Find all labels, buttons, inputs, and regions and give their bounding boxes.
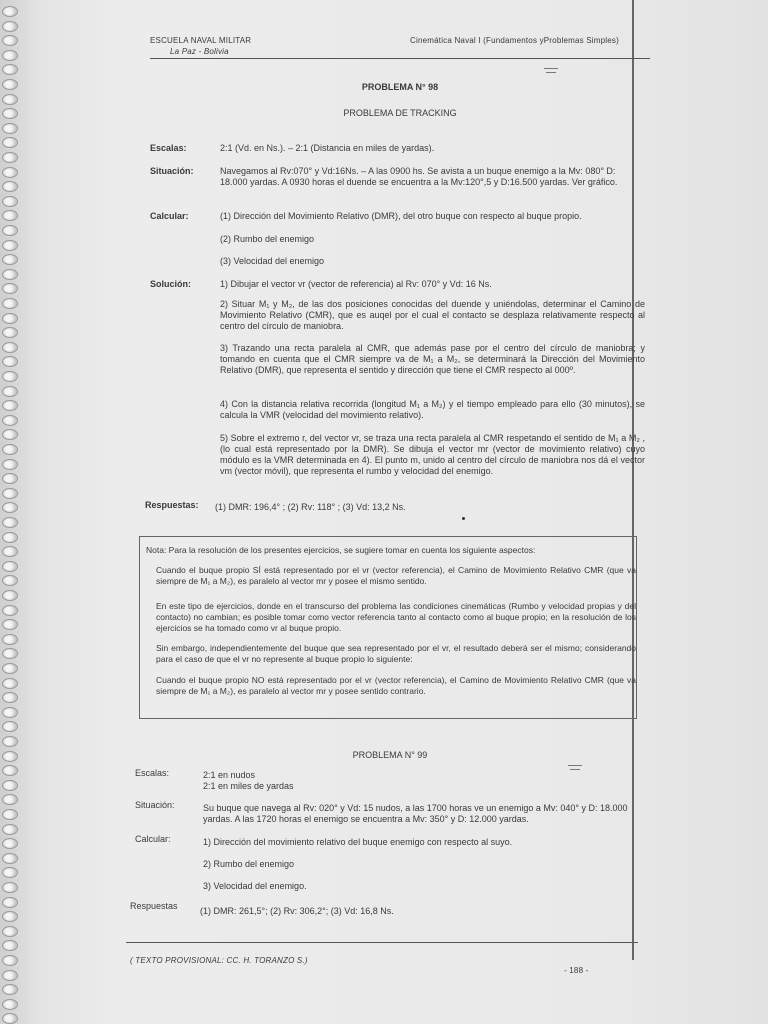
spiral-ring [2,897,18,908]
spiral-ring [2,648,18,659]
spiral-ring [2,240,18,251]
spiral-ring [2,123,18,134]
stray-mark [544,68,558,69]
spiral-ring [2,619,18,630]
solution-step-2: 2) Situar M₁ y M₂, de las dos posiciones conocidas del duende y uniéndolas, determinar el Camino de Movimiento Relativo (CMR), que es auqel por el cual el contacto se desplaza relativamente respecto al centro del círculo de maniobra. [220,299,645,331]
spiral-ring [2,210,18,221]
spiral-ring [2,634,18,645]
stray-mark [568,765,582,766]
spiral-ring [2,415,18,426]
school-location: La Paz - Bolivia [170,47,229,56]
spiral-ring [2,108,18,119]
spiral-ring [2,152,18,163]
respuestas-label: Respuestas: [145,500,199,510]
spiral-ring [2,970,18,981]
calcular-label: Calcular: [150,211,189,221]
spiral-ring [2,356,18,367]
spiral-ring [2,853,18,864]
page-number: - 188 - [564,966,589,975]
stray-dot [462,517,465,520]
p99-situacion-label: Situación: [135,800,175,810]
spiral-ring [2,21,18,32]
spiral-ring [2,575,18,586]
spiral-ring [2,663,18,674]
spiral-ring [2,64,18,75]
solution-step-5: 5) Sobre el extremo r, del vector vr, se traza una recta paralela al CMR respetando el sentido de M₁ a M₂ , (lo cual está representado por la DMR). Se dibuja el vector mr (vector de movimiento relativo) cuyo módulo es la VMR determinada en 4). El punto m, unido al centro del círculo de maniobra nos dá el vector vm (vector móvil), que representa el rumbo y velocidad del enemigo. [220,433,645,476]
situacion-text: Navegamos al Rv:070° y Vd:16Ns. – A las 0900 hs. Se avista a un buque enemigo a la Mv: 080° D: 18.000 yardas. A 0930 horas el duende se encuentra a la Mv:120°,5 y D:16.500 yardas. Ver gráfico. [220,166,618,187]
spiral-ring [2,692,18,703]
p99-calcular-label: Calcular: [135,834,171,844]
spiral-ring [2,429,18,440]
spiral-ring [2,459,18,470]
p99-escalas-label: Escalas: [135,768,170,778]
p99-escalas-line-2: 2:1 en miles de yardas [203,781,294,791]
spiral-ring [2,561,18,572]
p99-escalas-line-1: 2:1 en nudos [203,770,256,780]
escalas-label: Escalas: [150,143,187,153]
spiral-ring [2,824,18,835]
spiral-ring [2,838,18,849]
note-paragraph-4: Cuando el buque propio NO está representado por el vr (vector referencia), el Camino de Movimiento Relativo CMR (que va siempre de M₁ a M₂), es paralelo al vector mr y posee sentido contrario. [156,675,636,696]
note-paragraph-3: Sin embargo, independientemente del buque que sea representado por el vr, el resultado deberá ser el mismo; considerando para el caso de que el vr no represente al buque propio lo siguiente: [156,643,636,664]
spiral-ring [2,590,18,601]
p99-respuestas-label: Respuestas [130,901,178,911]
solution-step-3: 3) Trazando una recta paralela al CMR, que además pase por el centro del círculo de maniobra; y tomando en cuenta que el CMR siempre va de M₁ a M₂, se determinará la Dirección del Movimiento Relativo (DMR), que representa el sentido y dirección que tiene el CMR respecto al 000º. [220,343,645,375]
school-name: ESCUELA NAVAL MILITAR [150,36,252,45]
spiral-ring [2,400,18,411]
note-box [139,536,637,719]
p99-situacion-text: Su buque que navega al Rv: 020° y Vd: 15 nudos, a las 1700 horas ve un enemigo a Mv: 040° y D: 18.000 yardas. A las 1720 horas el enemigo se encuentra a Mv: 350° y D: 12.000 yardas. [203,803,628,824]
problem-98-subtitle: PROBLEMA DE TRACKING [343,108,457,118]
spiral-ring [2,546,18,557]
spiral-ring [2,181,18,192]
spiral-ring [2,167,18,178]
solution-step-4: 4) Con la distancia relativa recorrida (longitud M₁ a M₂) y el tiempo empleado para ello (30 minutos), se calcula la VMR (velocidad del movimiento relativo). [220,399,645,420]
footer-author: ( TEXTO PROVISIONAL: CC. H. TORANZO S.) [130,956,308,965]
spiral-ring [2,984,18,995]
spiral-ring [2,751,18,762]
spiral-ring [2,955,18,966]
spiral-ring [2,269,18,280]
calcular-item-1: (1) Dirección del Movimiento Relativo (DMR), del otro buque con respecto al buque propio. [220,211,582,221]
spiral-ring [2,225,18,236]
spiral-ring [2,678,18,689]
p99-calcular-item-2: 2) Rumbo del enemigo [203,859,295,869]
stray-mark [570,769,580,770]
spiral-ring [2,137,18,148]
spiral-ring [2,532,18,543]
spiral-ring [2,794,18,805]
spiral-ring [2,371,18,382]
spiral-ring [2,196,18,207]
spiral-ring [2,444,18,455]
spiral-ring [2,313,18,324]
spiral-binding [0,0,26,1024]
p99-respuestas-text: (1) DMR: 261,5°; (2) Rv: 306,2°; (3) Vd: 16,8 Ns. [200,906,394,916]
spiral-ring [2,488,18,499]
spiral-ring [2,94,18,105]
spiral-ring [2,882,18,893]
spiral-ring [2,707,18,718]
spiral-ring [2,999,18,1010]
spiral-ring [2,327,18,338]
course-title: Cinemática Naval I (Fundamentos yProblemas Simples) [410,36,619,45]
spiral-ring [2,254,18,265]
problem-99-title: PROBLEMA N° 99 [352,750,428,760]
footer-rule [126,942,638,943]
spiral-ring [2,940,18,951]
spiral-ring [2,809,18,820]
spiral-ring [2,298,18,309]
spiral-ring [2,780,18,791]
solucion-label: Solución: [150,279,191,289]
header-rule [150,58,650,59]
spiral-ring [2,35,18,46]
situacion-label: Situación: [150,166,194,176]
spiral-ring [2,517,18,528]
spiral-ring [2,6,18,17]
escalas-text: 2:1 (Vd. en Ns.). – 2:1 (Distancia en miles de yardas). [220,143,435,153]
spiral-ring [2,283,18,294]
spiral-ring [2,605,18,616]
note-paragraph-2: En este tipo de ejercicios, donde en el transcurso del problema las condiciones cinemáticas (Rumbo y velocidad propias y del contacto) no cambian; es posible tomar como vector referencia tanto al contacto como al buque propio; en la resolución de los ejercicios se ha tomado como vr al buque propio. [156,601,636,633]
spiral-ring [2,1013,18,1024]
problem-98-title: PROBLEMA N° 98 [361,82,439,92]
respuestas-text: (1) DMR: 196,4° ; (2) Rv: 118° ; (3) Vd: 13,2 Ns. [215,502,406,512]
stray-mark [546,72,556,73]
spiral-ring [2,926,18,937]
spiral-ring [2,765,18,776]
spiral-ring [2,736,18,747]
calcular-item-2: (2) Rumbo del enemigo [220,234,315,244]
spiral-ring [2,50,18,61]
spiral-ring [2,79,18,90]
p99-calcular-item-1: 1) Dirección del movimiento relativo del buque enemigo con respecto al suyo. [203,837,513,847]
note-intro: Nota: Para la resolución de los presentes ejercicios, se sugiere tomar en cuenta los siguiente aspectos: [146,545,536,555]
solution-step-1: 1) Dibujar el vector vr (vector de referencia) al Rv: 070° y Vd: 16 Ns. [220,279,492,289]
spiral-ring [2,502,18,513]
spiral-ring [2,867,18,878]
spiral-ring [2,473,18,484]
spiral-ring [2,721,18,732]
p99-calcular-item-3: 3) Velocidad del enemigo. [203,881,307,891]
calcular-item-3: (3) Velocidad del enemigo [220,256,325,266]
spiral-ring [2,911,18,922]
spiral-ring [2,342,18,353]
note-paragraph-1: Cuando el buque propio SÍ está representado por el vr (vector referencia), el Camino de Movimiento Relativo CMR (que va siempre de M₁ a M₂), es paralelo al vector mr y posee el mismo sentido. [156,565,636,586]
spiral-ring [2,386,18,397]
